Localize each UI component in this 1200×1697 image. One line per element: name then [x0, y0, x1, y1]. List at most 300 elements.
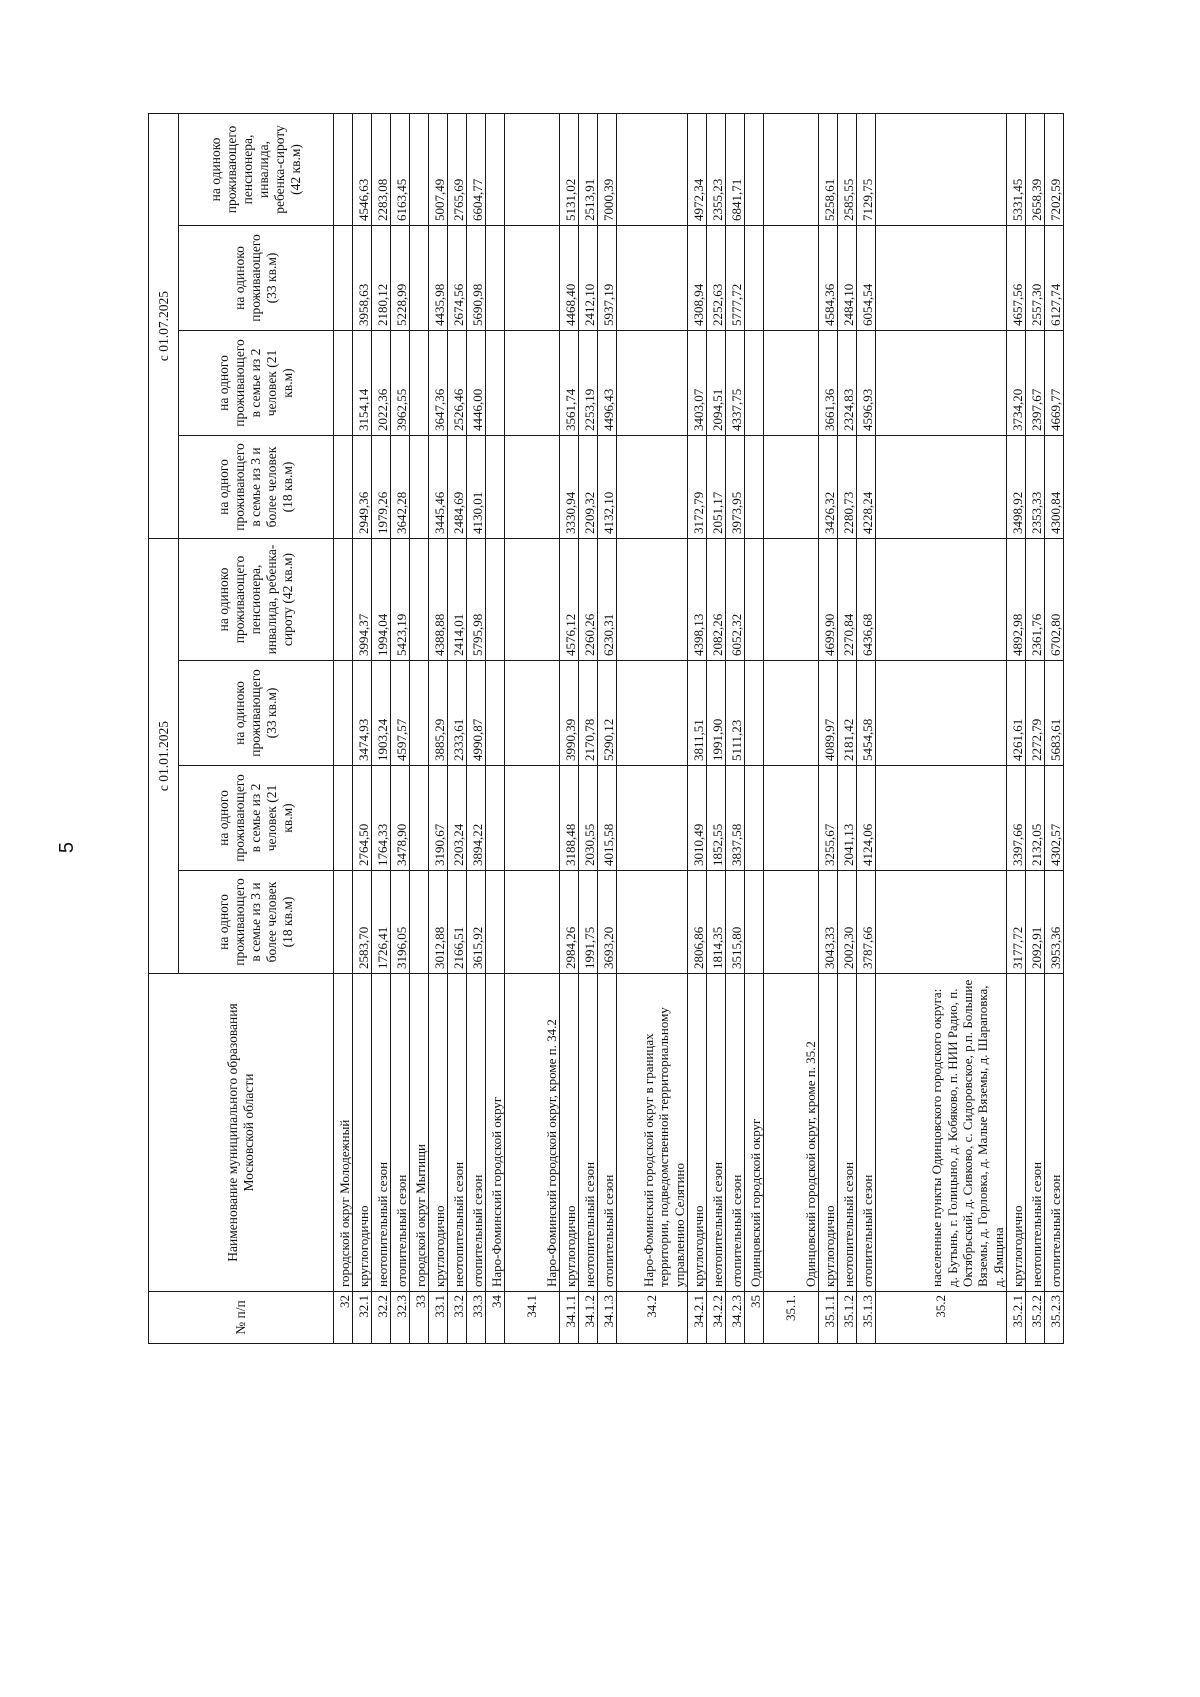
value-cell: 5111,23 [726, 661, 745, 766]
value-cell: 1903,24 [372, 661, 391, 766]
row-number: 34.1.2 [579, 1292, 598, 1344]
value-cell: 7000,39 [598, 114, 617, 226]
value-cell [764, 331, 819, 436]
col-name-header: Наименование муниципального образования Московской области [149, 974, 334, 1292]
value-cell: 2355,23 [707, 114, 726, 226]
value-cell [486, 766, 505, 871]
row-number: 32 [334, 1292, 353, 1344]
table-row [334, 114, 353, 1344]
row-number: 35 [745, 1292, 764, 1344]
value-cell: 2585,55 [838, 114, 857, 226]
table-row [410, 114, 429, 1344]
value-cell: 3177,72 [1007, 871, 1026, 974]
row-name: неотопительный сезон [579, 974, 598, 1292]
value-cell: 2132,05 [1026, 766, 1045, 871]
row-name: отопительный сезон [1045, 974, 1064, 1292]
value-cell: 4228,24 [857, 436, 876, 539]
row-number: 34.1.1 [560, 1292, 579, 1344]
value-cell [334, 114, 353, 226]
value-cell [505, 226, 560, 331]
row-number: 32.1 [353, 1292, 372, 1344]
value-cell: 2412,10 [579, 226, 598, 331]
value-cell [745, 661, 764, 766]
table-row [745, 114, 764, 1344]
value-cell: 3837,58 [726, 766, 745, 871]
value-cell [876, 114, 1007, 226]
row-number: 35.1. [764, 1292, 819, 1344]
value-cell [876, 766, 1007, 871]
value-cell: 2041,13 [838, 766, 857, 871]
value-cell: 1994,04 [372, 539, 391, 661]
value-cell: 5331,45 [1007, 114, 1026, 226]
value-cell: 3498,92 [1007, 436, 1026, 539]
value-cell [764, 226, 819, 331]
value-cell: 3561,74 [560, 331, 579, 436]
value-cell [505, 871, 560, 974]
value-cell: 5290,12 [598, 661, 617, 766]
value-cell: 3734,20 [1007, 331, 1026, 436]
row-name: отопительный сезон [598, 974, 617, 1292]
value-cell: 4892,98 [1007, 539, 1026, 661]
row-name: отопительный сезон [857, 974, 876, 1292]
value-cell: 2484,69 [448, 436, 467, 539]
value-cell: 3990,39 [560, 661, 579, 766]
value-cell: 5683,61 [1045, 661, 1064, 766]
value-cell: 5454,58 [857, 661, 876, 766]
table-row [579, 114, 598, 1344]
value-cell: 2280,73 [838, 436, 857, 539]
value-cell: 2252,63 [707, 226, 726, 331]
sub-col-header: на одного проживающего в семье из 2 человек (21 кв.м) [179, 766, 334, 871]
value-cell [876, 871, 1007, 974]
value-cell [617, 331, 688, 436]
value-cell: 3894,22 [467, 766, 486, 871]
table-body [334, 114, 1064, 1344]
value-cell: 3154,14 [353, 331, 372, 436]
value-cell: 4337,75 [726, 331, 745, 436]
value-cell: 1991,75 [579, 871, 598, 974]
value-cell: 2094,51 [707, 331, 726, 436]
value-cell [764, 661, 819, 766]
table-row [372, 114, 391, 1344]
value-cell: 2166,51 [448, 871, 467, 974]
value-cell: 1726,41 [372, 871, 391, 974]
value-cell: 3953,36 [1045, 871, 1064, 974]
value-cell [410, 766, 429, 871]
row-name: круглогодично [353, 974, 372, 1292]
value-cell: 2022,36 [372, 331, 391, 436]
table-row [617, 114, 688, 1344]
value-cell: 3693,20 [598, 871, 617, 974]
value-cell [764, 766, 819, 871]
row-number: 32.3 [391, 1292, 410, 1344]
value-cell: 3188,48 [560, 766, 579, 871]
value-cell: 3474,93 [353, 661, 372, 766]
value-cell: 2513,91 [579, 114, 598, 226]
row-name: отопительный сезон [726, 974, 745, 1292]
value-cell: 3647,36 [429, 331, 448, 436]
value-cell: 2283,08 [372, 114, 391, 226]
value-cell: 3190,67 [429, 766, 448, 871]
value-cell: 2557,30 [1026, 226, 1045, 331]
value-cell: 3642,28 [391, 436, 410, 539]
value-cell: 4130,01 [467, 436, 486, 539]
value-cell: 3962,55 [391, 331, 410, 436]
value-cell: 4496,43 [598, 331, 617, 436]
value-cell: 3787,66 [857, 871, 876, 974]
value-cell: 3255,67 [819, 766, 838, 871]
value-cell [486, 226, 505, 331]
value-cell: 2180,12 [372, 226, 391, 331]
row-name: неотопительный сезон [372, 974, 391, 1292]
value-cell [617, 226, 688, 331]
value-cell: 2203,24 [448, 766, 467, 871]
row-number: 35.1.1 [819, 1292, 838, 1344]
value-cell [334, 766, 353, 871]
row-number: 34.2.2 [707, 1292, 726, 1344]
value-cell: 7129,75 [857, 114, 876, 226]
value-cell: 1764,33 [372, 766, 391, 871]
table-row [598, 114, 617, 1344]
value-cell [745, 766, 764, 871]
value-cell: 4990,87 [467, 661, 486, 766]
value-cell [486, 539, 505, 661]
value-cell: 2092,91 [1026, 871, 1045, 974]
row-name: отопительный сезон [467, 974, 486, 1292]
value-cell: 6052,32 [726, 539, 745, 661]
value-cell: 4972,34 [688, 114, 707, 226]
value-cell: 4669,77 [1045, 331, 1064, 436]
value-cell: 4446,00 [467, 331, 486, 436]
value-cell: 2806,86 [688, 871, 707, 974]
value-cell [745, 331, 764, 436]
value-cell [334, 539, 353, 661]
row-name: Одинцовский городской округ, кроме п. 35.2 [764, 974, 819, 1292]
value-cell: 2674,56 [448, 226, 467, 331]
value-cell: 7202,59 [1045, 114, 1064, 226]
row-number: 34 [486, 1292, 505, 1344]
value-cell: 3445,46 [429, 436, 448, 539]
table-row [448, 114, 467, 1344]
value-cell [745, 226, 764, 331]
value-cell: 3811,51 [688, 661, 707, 766]
value-cell: 3397,66 [1007, 766, 1026, 871]
value-cell: 4308,94 [688, 226, 707, 331]
value-cell: 4597,57 [391, 661, 410, 766]
period-1-header: с 01.01.2025 [149, 539, 179, 974]
value-cell: 4089,97 [819, 661, 838, 766]
value-cell: 3885,29 [429, 661, 448, 766]
value-cell: 4699,90 [819, 539, 838, 661]
value-cell [505, 114, 560, 226]
value-cell: 2272,79 [1026, 661, 1045, 766]
table-row [726, 114, 745, 1344]
value-cell: 2209,32 [579, 436, 598, 539]
value-cell: 2414,01 [448, 539, 467, 661]
value-cell: 2484,10 [838, 226, 857, 331]
page-number: 5 [56, 841, 79, 854]
row-number: 35.1.3 [857, 1292, 876, 1344]
row-name: Наро-Фоминский городской округ [486, 974, 505, 1292]
value-cell [410, 331, 429, 436]
value-cell [617, 661, 688, 766]
value-cell [410, 871, 429, 974]
value-cell: 5258,61 [819, 114, 838, 226]
value-cell [764, 436, 819, 539]
value-cell: 2181,42 [838, 661, 857, 766]
row-number: 33 [410, 1292, 429, 1344]
value-cell: 6436,68 [857, 539, 876, 661]
value-cell: 4435,98 [429, 226, 448, 331]
value-cell: 3994,37 [353, 539, 372, 661]
value-cell: 4261,61 [1007, 661, 1026, 766]
value-cell: 2397,67 [1026, 331, 1045, 436]
row-name: неотопительный сезон [1026, 974, 1045, 1292]
value-cell: 5228,99 [391, 226, 410, 331]
value-cell: 3403,07 [688, 331, 707, 436]
row-number: 33.2 [448, 1292, 467, 1344]
table-row [688, 114, 707, 1344]
value-cell: 5423,19 [391, 539, 410, 661]
sub-col-header: на одного проживающего в семье из 3 и более человек (18 кв.м) [179, 436, 334, 539]
value-cell: 1979,26 [372, 436, 391, 539]
row-name: Наро-Фоминский городской округ, кроме п. 34.2 [505, 974, 560, 1292]
value-cell [617, 871, 688, 974]
value-cell: 2253,19 [579, 331, 598, 436]
row-name: неотопительный сезон [707, 974, 726, 1292]
row-name: круглогодично [1007, 974, 1026, 1292]
value-cell [334, 331, 353, 436]
value-cell: 3012,88 [429, 871, 448, 974]
value-cell: 6604,77 [467, 114, 486, 226]
value-cell: 4398,13 [688, 539, 707, 661]
value-cell: 3515,80 [726, 871, 745, 974]
row-number: 35.1.2 [838, 1292, 857, 1344]
value-cell: 2764,50 [353, 766, 372, 871]
value-cell [876, 539, 1007, 661]
value-cell [486, 436, 505, 539]
value-cell: 2324,83 [838, 331, 857, 436]
table-row [429, 114, 448, 1344]
value-cell: 4302,57 [1045, 766, 1064, 871]
row-name: неотопительный сезон [838, 974, 857, 1292]
value-cell [505, 661, 560, 766]
value-cell: 4132,10 [598, 436, 617, 539]
row-number: 35.2 [876, 1292, 1007, 1344]
rotated-table-container [148, 114, 1086, 1344]
row-name: городской округ Мытищи [410, 974, 429, 1292]
table-row [764, 114, 819, 1344]
row-name: круглогодично [819, 974, 838, 1292]
table-row [560, 114, 579, 1344]
value-cell [745, 539, 764, 661]
value-cell [410, 226, 429, 331]
value-cell [745, 114, 764, 226]
value-cell [617, 114, 688, 226]
value-cell [334, 436, 353, 539]
value-cell: 3478,90 [391, 766, 410, 871]
value-cell: 2051,17 [707, 436, 726, 539]
value-cell [410, 661, 429, 766]
value-cell: 1814,35 [707, 871, 726, 974]
value-cell [876, 436, 1007, 539]
value-cell [486, 661, 505, 766]
value-cell: 5007,49 [429, 114, 448, 226]
table-row [857, 114, 876, 1344]
row-number: 32.2 [372, 1292, 391, 1344]
table-row [1007, 114, 1026, 1344]
value-cell: 4388,88 [429, 539, 448, 661]
sub-col-header: на одного проживающего в семье из 3 и более человек (18 кв.м) [179, 871, 334, 974]
col-no-header: № п/п [149, 1292, 334, 1344]
value-cell: 6702,80 [1045, 539, 1064, 661]
value-cell [505, 331, 560, 436]
row-name: круглогодично [688, 974, 707, 1292]
row-number: 34.2 [617, 1292, 688, 1344]
value-cell: 2526,46 [448, 331, 467, 436]
value-cell: 6054,54 [857, 226, 876, 331]
value-cell [486, 871, 505, 974]
value-cell: 4546,63 [353, 114, 372, 226]
value-cell: 2170,78 [579, 661, 598, 766]
row-number: 34.2.1 [688, 1292, 707, 1344]
value-cell: 5795,98 [467, 539, 486, 661]
value-cell [486, 331, 505, 436]
sub-col-header: на одиноко проживающего пенсионера, инвалида, ребенка-сироту (42 кв.м) [179, 114, 334, 226]
value-cell: 4300,84 [1045, 436, 1064, 539]
table-row [353, 114, 372, 1344]
value-cell: 6230,31 [598, 539, 617, 661]
value-cell: 6841,71 [726, 114, 745, 226]
row-name: круглогодично [560, 974, 579, 1292]
value-cell [505, 539, 560, 661]
table-row [707, 114, 726, 1344]
row-name: Одинцовский городской округ [745, 974, 764, 1292]
value-cell [334, 661, 353, 766]
value-cell: 2765,69 [448, 114, 467, 226]
value-cell: 5937,19 [598, 226, 617, 331]
value-cell: 2270,84 [838, 539, 857, 661]
value-cell: 2260,26 [579, 539, 598, 661]
value-cell: 3043,33 [819, 871, 838, 974]
row-name: отопительный сезон [391, 974, 410, 1292]
value-cell [410, 539, 429, 661]
value-cell: 2984,26 [560, 871, 579, 974]
value-cell [764, 871, 819, 974]
value-cell: 2361,76 [1026, 539, 1045, 661]
period-2-header: с 01.07.2025 [149, 114, 179, 539]
value-cell: 4584,36 [819, 226, 838, 331]
table-row [838, 114, 857, 1344]
tariff-table [148, 113, 1064, 1344]
row-name: круглогодично [429, 974, 448, 1292]
value-cell: 4124,06 [857, 766, 876, 871]
value-cell [764, 114, 819, 226]
table-row [876, 114, 1007, 1344]
value-cell [410, 114, 429, 226]
value-cell [505, 766, 560, 871]
row-number: 35.2.3 [1045, 1292, 1064, 1344]
value-cell [334, 871, 353, 974]
value-cell [486, 114, 505, 226]
value-cell: 4015,58 [598, 766, 617, 871]
table-row [819, 114, 838, 1344]
value-cell: 2949,36 [353, 436, 372, 539]
row-name: неотопительный сезон [448, 974, 467, 1292]
value-cell: 3196,05 [391, 871, 410, 974]
value-cell: 3010,49 [688, 766, 707, 871]
value-cell: 2583,70 [353, 871, 372, 974]
row-number: 33.3 [467, 1292, 486, 1344]
sub-col-header: на одиноко проживающего (33 кв.м) [179, 226, 334, 331]
row-number: 34.1 [505, 1292, 560, 1344]
value-cell: 5131,02 [560, 114, 579, 226]
table-row [505, 114, 560, 1344]
row-number: 35.2.2 [1026, 1292, 1045, 1344]
value-cell: 3973,95 [726, 436, 745, 539]
value-cell: 3330,94 [560, 436, 579, 539]
row-number: 35.2.1 [1007, 1292, 1026, 1344]
value-cell: 2353,33 [1026, 436, 1045, 539]
value-cell [617, 539, 688, 661]
value-cell: 2030,55 [579, 766, 598, 871]
value-cell: 1991,90 [707, 661, 726, 766]
value-cell [745, 871, 764, 974]
value-cell: 3958,63 [353, 226, 372, 331]
sub-col-header: на одиноко проживающего пенсионера, инвалида, ребенка-сироту (42 кв.м) [179, 539, 334, 661]
value-cell: 2002,30 [838, 871, 857, 974]
table-row [1026, 114, 1045, 1344]
row-number: 34.1.3 [598, 1292, 617, 1344]
table-row [486, 114, 505, 1344]
value-cell: 2333,61 [448, 661, 467, 766]
value-cell [334, 226, 353, 331]
value-cell: 6163,45 [391, 114, 410, 226]
value-cell: 1852,55 [707, 766, 726, 871]
value-cell [876, 331, 1007, 436]
sub-col-header: на одного проживающего в семье из 2 человек (21 кв.м) [179, 331, 334, 436]
value-cell: 4576,12 [560, 539, 579, 661]
value-cell [410, 436, 429, 539]
value-cell: 3615,92 [467, 871, 486, 974]
value-cell: 3661,36 [819, 331, 838, 436]
value-cell [876, 661, 1007, 766]
value-cell [764, 539, 819, 661]
sub-col-header: на одиноко проживающего (33 кв.м) [179, 661, 334, 766]
value-cell [617, 766, 688, 871]
value-cell [617, 436, 688, 539]
row-number: 33.1 [429, 1292, 448, 1344]
value-cell: 3172,79 [688, 436, 707, 539]
value-cell: 2658,39 [1026, 114, 1045, 226]
table-row [391, 114, 410, 1344]
row-name: городской округ Молодежный [334, 974, 353, 1292]
value-cell: 2082,26 [707, 539, 726, 661]
value-cell [745, 436, 764, 539]
table-row [467, 114, 486, 1344]
value-cell: 5777,72 [726, 226, 745, 331]
value-cell: 4468,40 [560, 226, 579, 331]
table-row [1045, 114, 1064, 1344]
value-cell: 4657,56 [1007, 226, 1026, 331]
row-number: 34.2.3 [726, 1292, 745, 1344]
value-cell: 4596,93 [857, 331, 876, 436]
value-cell: 3426,32 [819, 436, 838, 539]
value-cell: 6127,74 [1045, 226, 1064, 331]
row-name: населенные пункты Одинцовского городского округа: д. Бутынь, г. Голицыно, д. Кобяково, п. НИИ Радио, п. Октябрьский, д. Сивково, с. Сидоровское, р.п. Большие Вяземы, д. Горловка, д. Малые Вяземы, д. Шараповка, д. Ямщина [876, 974, 1007, 1292]
value-cell: 5690,98 [467, 226, 486, 331]
value-cell [876, 226, 1007, 331]
